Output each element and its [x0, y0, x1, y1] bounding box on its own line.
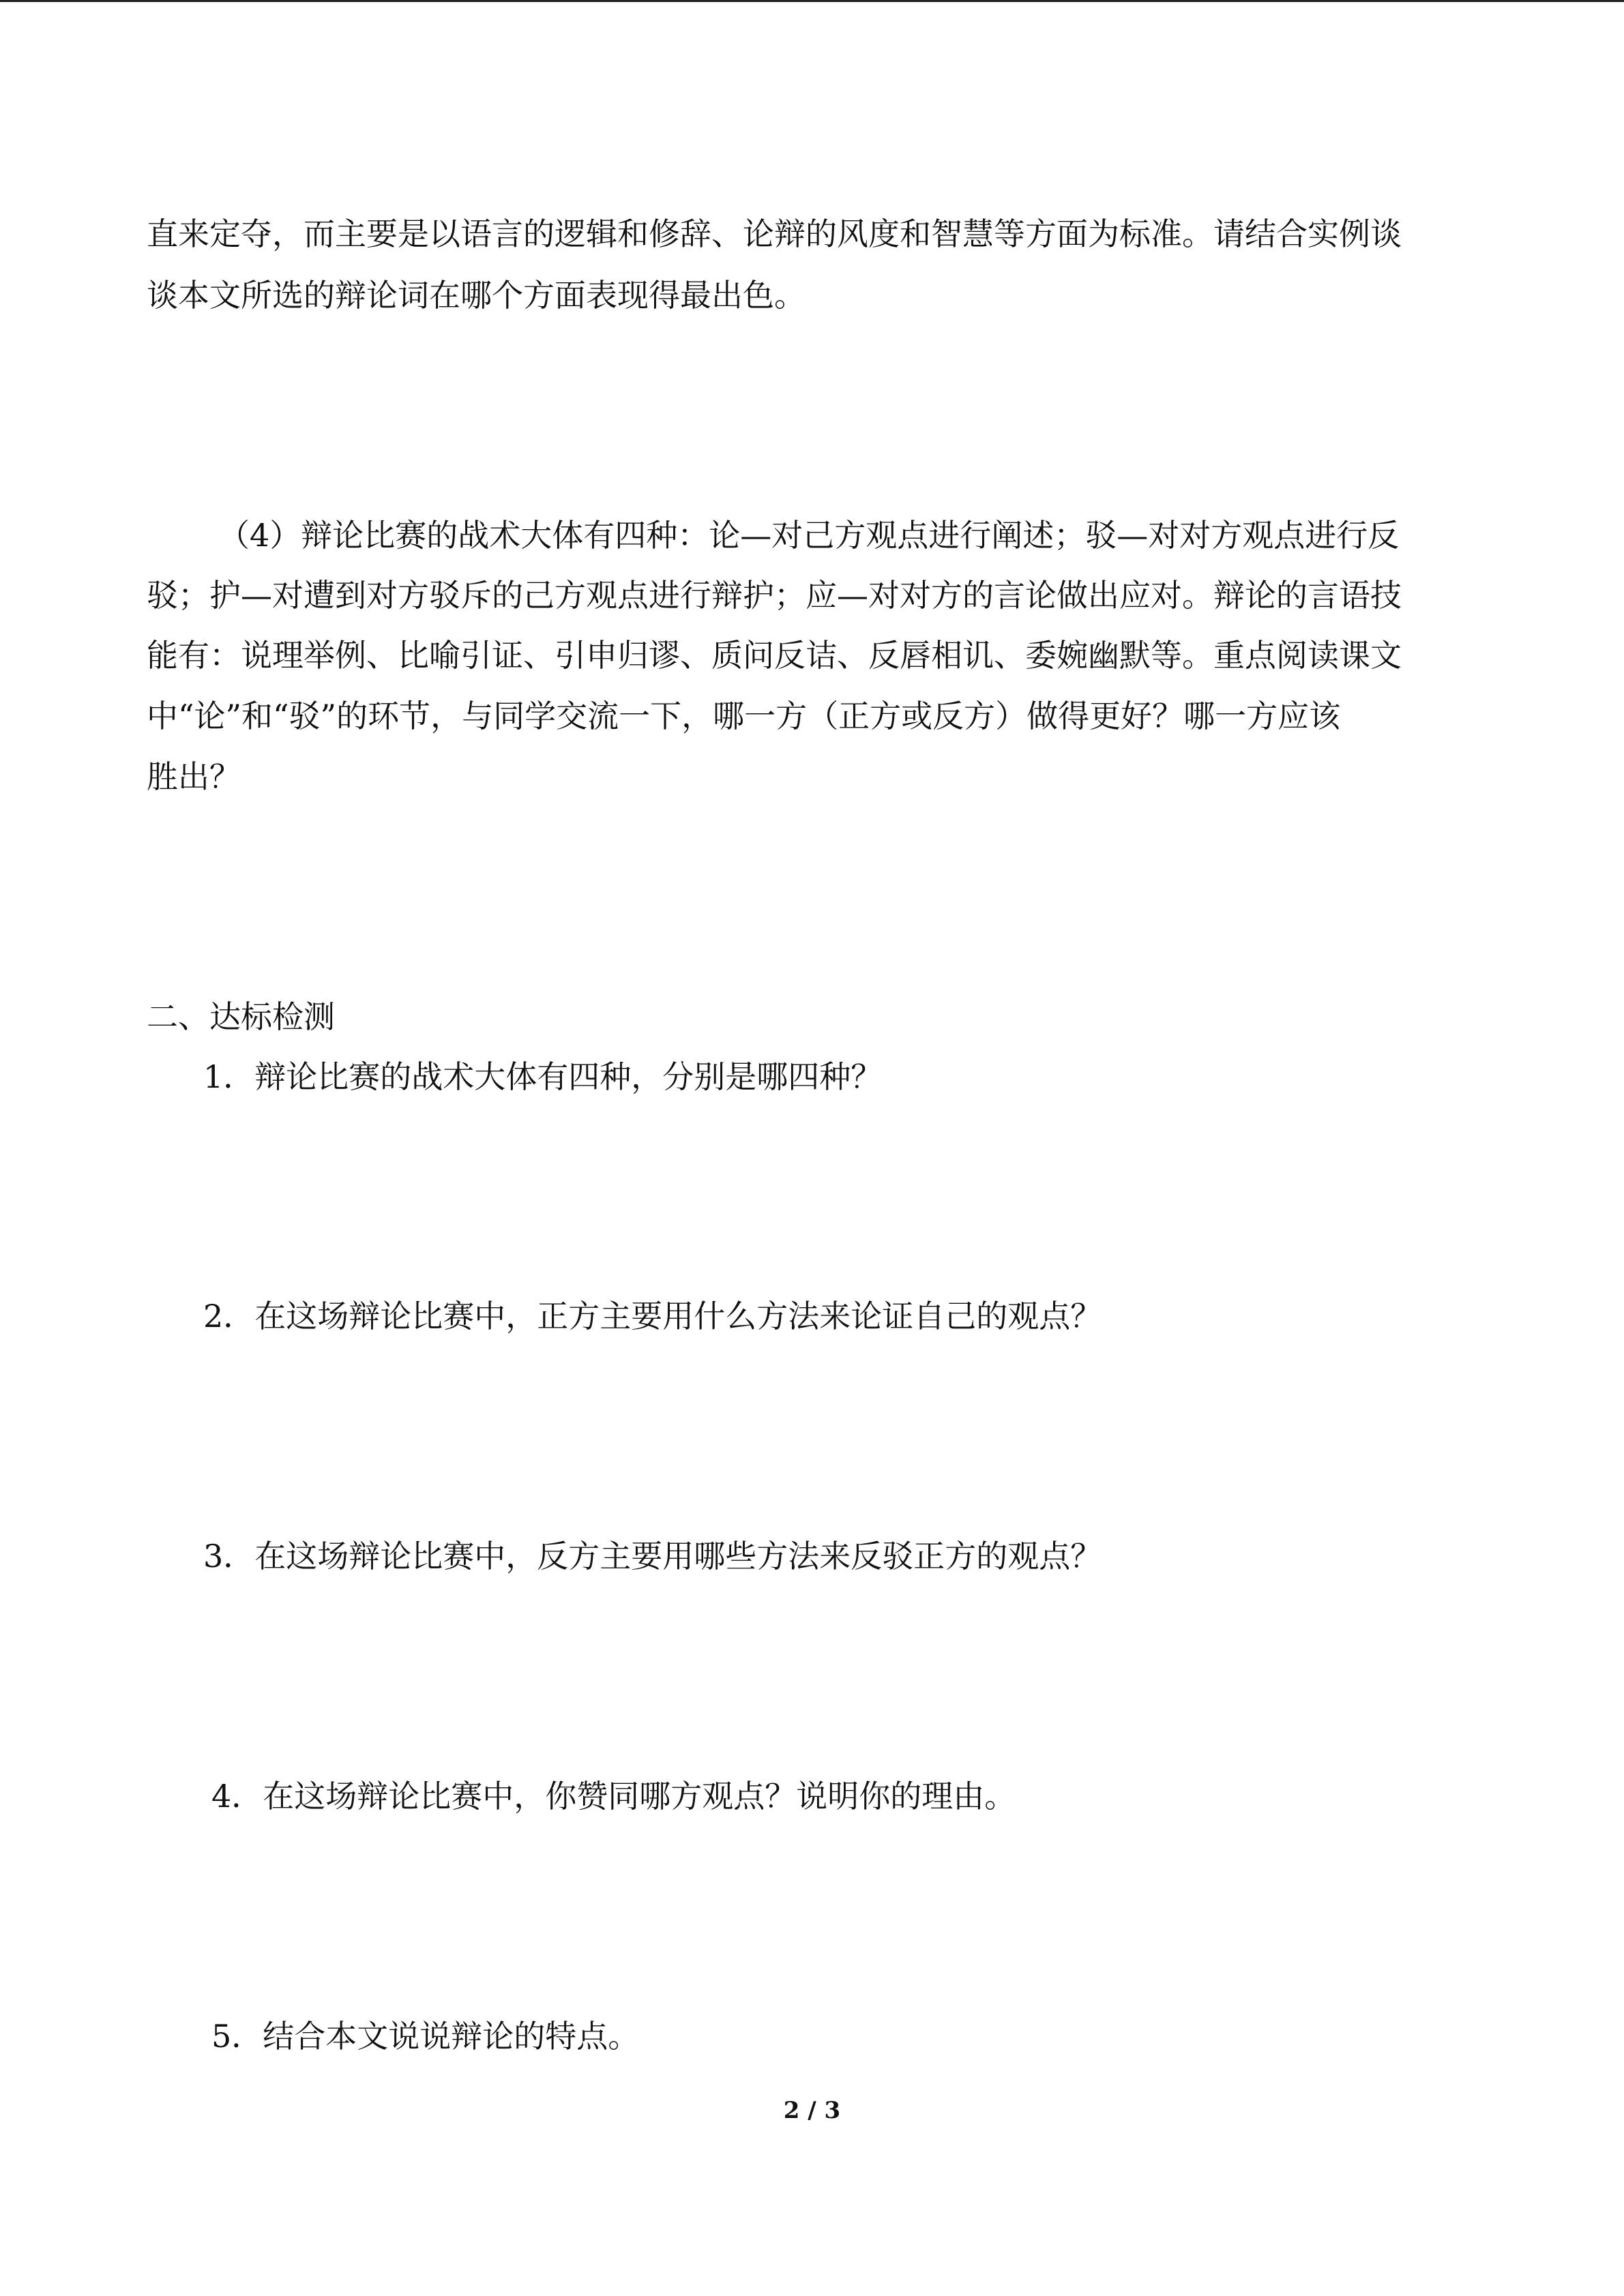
top-border-rule: [0, 0, 1624, 2]
intro-line-1: 直来定夺，而主要是以语言的逻辑和修辞、论辩的风度和智慧等方面为标准。请结合实例谈: [147, 215, 1402, 252]
para4-line-2: 驳；护—对遭到对方驳斥的己方观点进行辩护；应—对对方的言论做出应对。辩论的言语技: [147, 577, 1402, 614]
para4-line-4: 中“论”和“驳”的环节，与同学交流一下，哪一方（正方或反方）做得更好？哪一方应该: [147, 698, 1341, 734]
page-number: 2 / 3: [783, 2097, 841, 2124]
question-2: 2．在这场辩论比赛中，正方主要用什么方法来论证自己的观点？: [203, 1298, 1102, 1335]
question-3: 3．在这场辩论比赛中，反方主要用哪些方法来反驳正方的观点？: [203, 1538, 1102, 1575]
question-5: 5．结合本文说说辩论的特点。: [211, 2018, 640, 2055]
para4-line-1: （4）辩论比赛的战术大体有四种：论—对己方观点进行阐述；驳—对对方观点进行反: [218, 517, 1400, 554]
para4-line-3: 能有：说理举例、比喻引证、引申归谬、质问反诘、反唇相讥、委婉幽默等。重点阅读课文: [147, 637, 1402, 674]
question-4: 4．在这场辩论比赛中，你赞同哪方观点？说明你的理由。: [211, 1778, 1016, 1815]
intro-line-2: 谈本文所选的辩论词在哪个方面表现得最出色。: [147, 277, 806, 314]
para4-line-5: 胜出？: [147, 758, 241, 795]
section-heading: 二、达标检测: [147, 998, 335, 1035]
question-1: 1．辩论比赛的战术大体有四种，分别是哪四种？: [203, 1058, 883, 1095]
